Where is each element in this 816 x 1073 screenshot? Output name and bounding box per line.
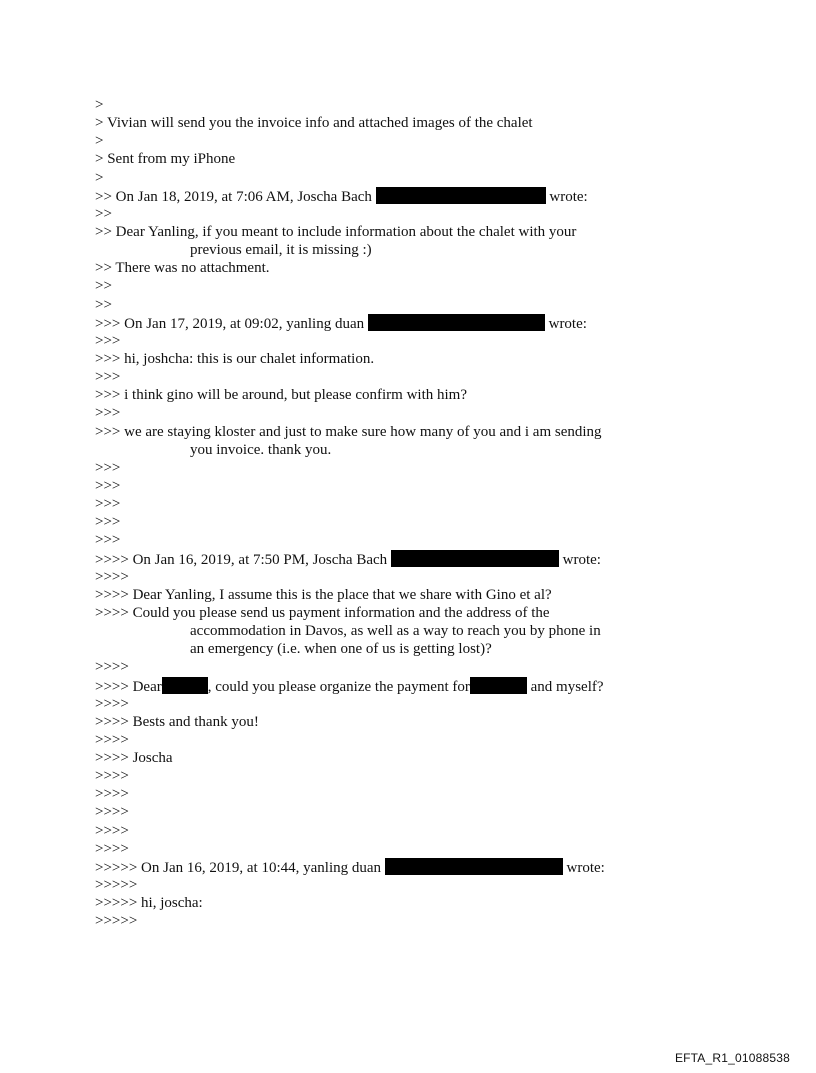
reply-header-line bbox=[95, 550, 735, 568]
quote-continuation-line: accommodation in Davos, as well as a way to reach you by phone in bbox=[190, 623, 601, 640]
redaction-box bbox=[368, 314, 545, 331]
quote-text: >>>> Dear bbox=[95, 678, 162, 695]
quote-line: >>> bbox=[95, 369, 121, 386]
quote-line: >>> bbox=[95, 332, 121, 349]
quote-line: >>>> bbox=[95, 804, 129, 821]
reply-header-text: >> On Jan 18, 2019, at 7:06 AM, Joscha Bach bbox=[95, 188, 376, 205]
quote-line: >> bbox=[95, 296, 112, 313]
quote-line: >>>>> bbox=[95, 913, 138, 930]
quote-continuation-line: previous email, it is missing :) bbox=[190, 242, 372, 259]
reply-header-text: wrote: bbox=[558, 551, 601, 568]
quote-line: >>> bbox=[95, 459, 121, 476]
quote-line: >>>> bbox=[95, 768, 129, 785]
quote-line: >>>> bbox=[95, 731, 129, 748]
quote-line: >>> bbox=[95, 477, 121, 494]
quote-line: >>>> bbox=[95, 786, 129, 803]
email-thread-body bbox=[95, 96, 735, 930]
quote-line: >>>> bbox=[95, 568, 129, 585]
redaction-box bbox=[385, 858, 563, 875]
quote-line: >>>>> hi, joscha: bbox=[95, 895, 203, 912]
reply-header-text: wrote: bbox=[545, 188, 588, 205]
reply-header-line bbox=[95, 314, 735, 332]
quote-line: >>>> bbox=[95, 695, 129, 712]
reply-header-text: >>>> On Jan 16, 2019, at 7:50 PM, Joscha Bach bbox=[95, 551, 391, 568]
reply-header-text: wrote: bbox=[544, 315, 587, 332]
quote-text: and myself? bbox=[526, 678, 604, 695]
redaction-box bbox=[391, 550, 559, 567]
quote-text: , could you please organize the payment for bbox=[207, 678, 470, 695]
quote-line: >>>> bbox=[95, 822, 129, 839]
quote-line: >> Dear Yanling, if you meant to include information about the chalet with your bbox=[95, 223, 577, 240]
reply-header-text: wrote: bbox=[562, 859, 605, 876]
quote-line: > bbox=[95, 97, 104, 113]
reply-header-line bbox=[95, 858, 735, 876]
quote-line: >>>> Bests and thank you! bbox=[95, 713, 259, 730]
redaction-box bbox=[470, 677, 527, 694]
quote-line: >>>> bbox=[95, 840, 129, 857]
quote-line: >> bbox=[95, 205, 112, 222]
quote-line: >> There was no attachment. bbox=[95, 260, 270, 277]
quote-line: >> bbox=[95, 278, 112, 295]
quote-line: >>>> Could you please send us payment information and the address of the bbox=[95, 604, 550, 621]
quote-line: > Sent from my iPhone bbox=[95, 151, 236, 168]
quote-line: >>>> bbox=[95, 659, 129, 676]
quote-line: >>> bbox=[95, 532, 121, 549]
quote-line: >>> bbox=[95, 496, 121, 513]
redaction-box bbox=[376, 187, 546, 204]
reply-header-text: >>>>> On Jan 16, 2019, at 10:44, yanling duan bbox=[95, 859, 385, 876]
document-id-footer: EFTA_R1_01088538 bbox=[674, 1051, 790, 1065]
reply-header-line bbox=[95, 187, 735, 205]
quote-line: >>>> Joscha bbox=[95, 750, 173, 767]
quote-line: > Vivian will send you the invoice info and attached images of the chalet bbox=[95, 115, 533, 132]
quote-line bbox=[95, 677, 735, 695]
quote-continuation-line: you invoice. thank you. bbox=[190, 441, 332, 458]
quote-line: > bbox=[95, 133, 104, 150]
quote-line: >>> hi, joshcha: this is our chalet information. bbox=[95, 350, 375, 367]
quote-line: >>> bbox=[95, 514, 121, 531]
quote-line: >>>> Dear Yanling, I assume this is the place that we share with Gino et al? bbox=[95, 586, 552, 603]
quote-line: >>>>> bbox=[95, 877, 138, 894]
quote-line: >>> i think gino will be around, but please confirm with him? bbox=[95, 387, 467, 404]
reply-header-text: >>> On Jan 17, 2019, at 09:02, yanling duan bbox=[95, 315, 368, 332]
quote-line: > bbox=[95, 169, 104, 186]
quote-line: >>> bbox=[95, 405, 121, 422]
quote-continuation-line: an emergency (i.e. when one of us is getting lost)? bbox=[190, 641, 492, 658]
redaction-box bbox=[162, 677, 208, 694]
quote-line: >>> we are staying kloster and just to make sure how many of you and i am sending bbox=[95, 423, 602, 440]
